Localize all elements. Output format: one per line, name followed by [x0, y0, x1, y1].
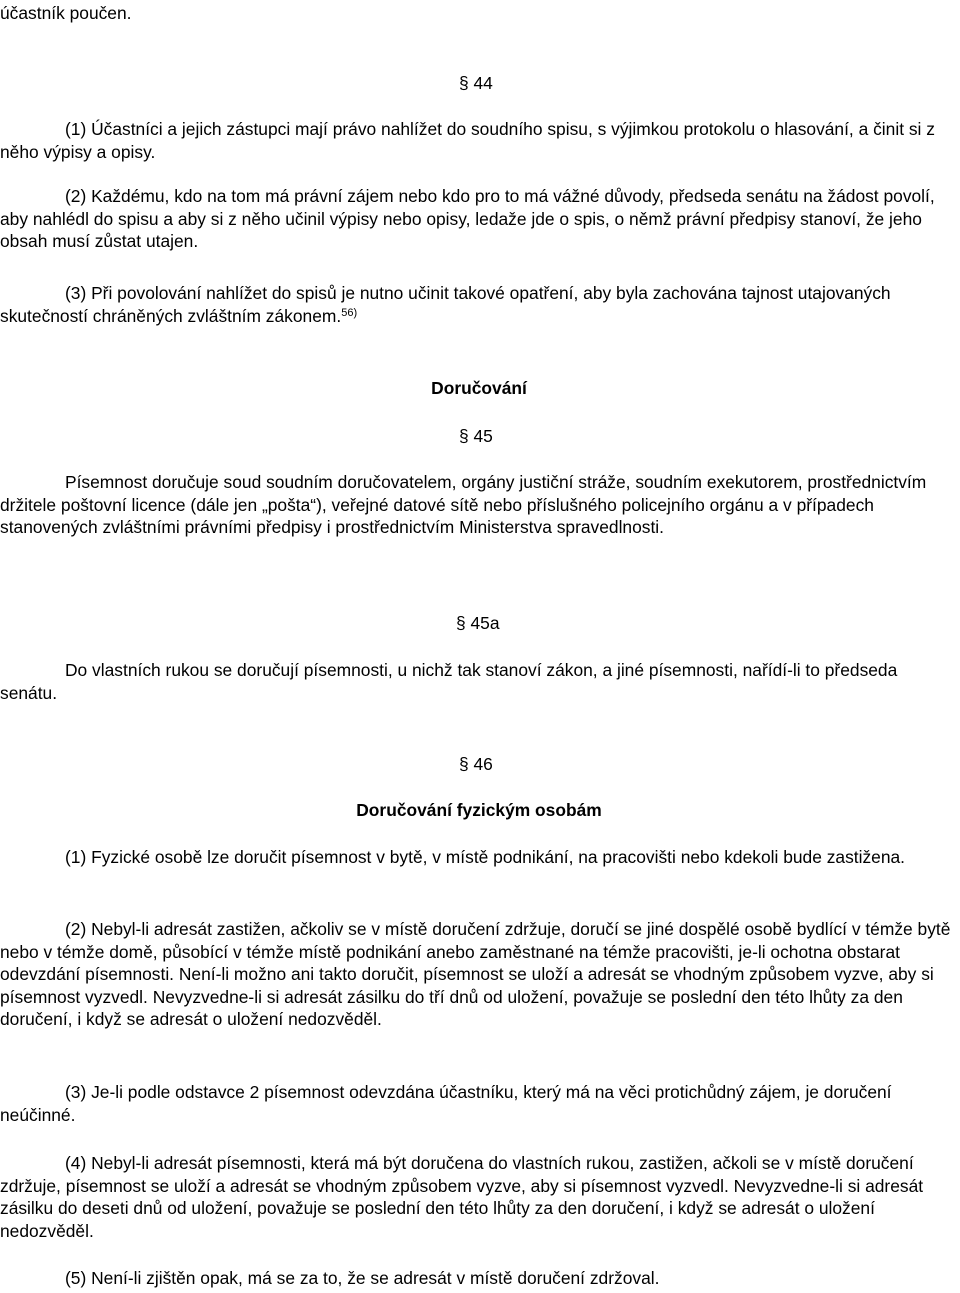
- s44-paragraph-3: [0, 282, 958, 327]
- s46-paragraph-2: (2) Nebyl-li adresát zastižen, ačkoliv se v místě doručení zdržuje, doručí se jiné dospělé osobě bydlící v témže bytě nebo v témže domě, působící v témže místě podnikání anebo zaměstnané na témže pracovišti, je-li ochotna obstarat odevzdání písemnosti. Není-li možno ani takto doručit, písemnost se uloží a adresát se vhodným způsobem vyzve, aby si písemnost vyzvedl. Nevyzvedne-li si adresát zásilku do tří dnů od uložení, považuje se poslední den této lhůty za den doručení, i když se adresát o uložení nedozvěděl.: [0, 919, 951, 1029]
- section-44-mark: § 44: [459, 73, 493, 93]
- heading-dorucovani-fyzickym-osobam: Doručování fyzickým osobám: [356, 800, 602, 820]
- section-46-mark: § 46: [459, 754, 493, 774]
- s46-paragraph-1: (1) Fyzické osobě lze doručit písemnost v bytě, v místě podnikání, na pracovišti nebo kdekoli bude zastižena.: [65, 847, 906, 867]
- s45-paragraph-1: Písemnost doručuje soud soudním doručovatelem, orgány justiční stráže, soudním exekutorem, prostřednictvím držitele poštovní licence (dále jen „pošta“), veřejné datové sítě nebo příslušného policejního orgánu a v případech stanovených zvláštními právními předpisy i prostřednictvím Ministerstva spravedlnosti.: [0, 472, 927, 537]
- s46-paragraph-3: (3) Je-li podle odstavce 2 písemnost odevzdána účastníku, který má na věci protichůdný zájem, je doručení neúčinné.: [0, 1082, 892, 1125]
- section-45-mark: § 45: [459, 426, 493, 446]
- section-45a-mark: § 45a: [456, 613, 500, 633]
- s45a-paragraph-1: Do vlastních rukou se doručují písemnosti, u nichž tak stanoví zákon, a jiné písemnosti, nařídí-li to předseda senátu.: [0, 660, 898, 703]
- s44-paragraph-1: (1) Účastníci a jejich zástupci mají právo nahlížet do soudního spisu, s výjimkou protokolu o hlasování, a činit si z něho výpisy a opisy.: [0, 119, 935, 162]
- s44-paragraph-3-text: (3) Při povolování nahlížet do spisů je nutno učinit takové opatření, aby byla zachována tajnost utajovaných skutečností chráněných zvláštním zákonem.: [0, 283, 891, 326]
- heading-dorucovani: Doručování: [431, 378, 527, 398]
- s46-paragraph-4: (4) Nebyl-li adresát písemnosti, která má být doručena do vlastních rukou, zastižen, ačkoli se v místě doručení zdržuje, písemnost se uloží a adresát se vhodným způsobem vyzve, aby si písemnost vyzvedl. Nevyzvedne-li si adresát zásilku do deseti dnů od uložení, považuje se poslední den této lhůty za den doručení, i když se adresát o uložení nedozvěděl.: [0, 1153, 924, 1241]
- s46-paragraph-5: (5) Není-li zjištěn opak, má se za to, že se adresát v místě doručení zdržoval.: [65, 1268, 660, 1288]
- opening-fragment: účastník poučen.: [0, 3, 132, 23]
- footnote-ref-56: 56): [341, 306, 358, 319]
- s44-paragraph-2: (2) Každému, kdo na tom má právní zájem nebo kdo pro to má vážné důvody, předseda senátu na žádost povolí, aby nahlédl do spisu a aby si z něho učinil výpisy nebo opisy, ledaže jde o spis, o němž právní předpisy stanoví, že jeho obsah musí zůstat utajen.: [0, 186, 935, 251]
